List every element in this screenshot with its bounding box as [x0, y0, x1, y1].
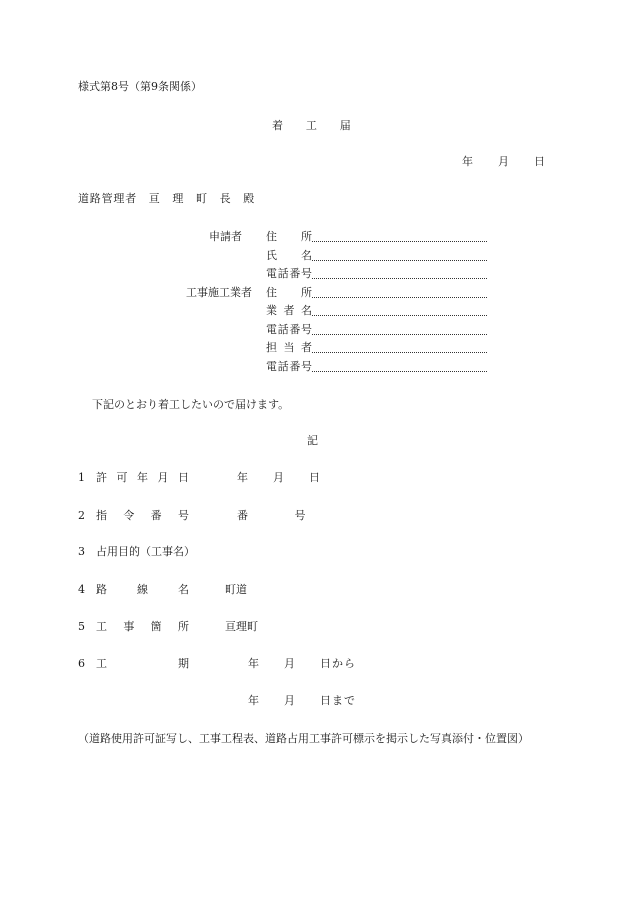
item-number: 5 [78, 620, 85, 633]
item-number: 1 [78, 471, 85, 484]
item-number: 4 [78, 583, 85, 596]
applicant-name-label: 氏 名 [266, 249, 312, 262]
form-number: 様式第8号（第9条関係） [78, 80, 202, 93]
item-label-occupancy-purpose: 占用目的（工事名） [96, 545, 195, 558]
item-value-permit-date: 年 月 日 [237, 471, 321, 484]
date-line: 年 月 日 [462, 155, 546, 168]
attachments-note: （道路使用許可証写し、工事工程表、道路占用工事許可標示を掲示した写真添付・位置図） [78, 732, 529, 745]
dotted-fill-line [312, 297, 487, 298]
item-value-period-start: 年 月 日から [248, 657, 356, 670]
item-label-permit-date: 許 可 年 月 日 [96, 471, 189, 484]
contractor-contact-phone-row [266, 360, 487, 374]
item-value-work-location: 亘理町 [225, 620, 258, 633]
item-number: 6 [78, 657, 85, 670]
applicant-address-label: 住 所 [266, 230, 312, 243]
applicant-phone-row [266, 267, 487, 281]
contractor-heading: 工事施工業者 [186, 286, 252, 299]
applicant-phone-label: 電話番号 [266, 267, 312, 280]
item-value-order-number: 番 号 [237, 509, 306, 522]
contractor-address-row [266, 286, 487, 300]
item-value-route-name: 町道 [225, 583, 247, 596]
dotted-fill-line [312, 241, 487, 242]
contractor-contact-phone-label: 電話番号 [266, 360, 312, 373]
dotted-fill-line [312, 352, 487, 353]
item-label-order-number: 指 令 番 号 [96, 509, 189, 522]
dotted-fill-line [312, 334, 487, 335]
item-label-work-period: 工 期 [96, 657, 189, 670]
ki-heading: 記 [307, 434, 318, 447]
dotted-fill-line [312, 260, 487, 261]
contractor-phone-row [266, 323, 487, 337]
item-number: 2 [78, 509, 85, 522]
contractor-contact-label: 担 当 者 [266, 341, 312, 354]
contractor-company-row [266, 304, 487, 318]
applicant-name-row [266, 249, 487, 263]
contractor-phone-label: 電話番号 [266, 323, 312, 336]
dotted-fill-line [312, 371, 487, 372]
item-label-route-name: 路 線 名 [96, 583, 189, 596]
contractor-company-label: 業 者 名 [266, 304, 312, 317]
contractor-contact-row [266, 341, 487, 355]
item-number: 3 [78, 545, 85, 558]
statement: 下記のとおり着工したいので届けます。 [92, 398, 290, 411]
contractor-address-label: 住 所 [266, 286, 312, 299]
item-value-period-end: 年 月 日まで [248, 694, 356, 707]
document-title: 着 工 届 [272, 119, 352, 132]
applicant-address-row [266, 230, 487, 244]
item-label-work-location: 工 事 箇 所 [96, 620, 189, 633]
dotted-fill-line [312, 315, 487, 316]
dotted-fill-line [312, 278, 487, 279]
applicant-heading: 申請者 [209, 230, 242, 243]
addressee: 道路管理者 亘 理 町 長 殿 [78, 192, 255, 205]
